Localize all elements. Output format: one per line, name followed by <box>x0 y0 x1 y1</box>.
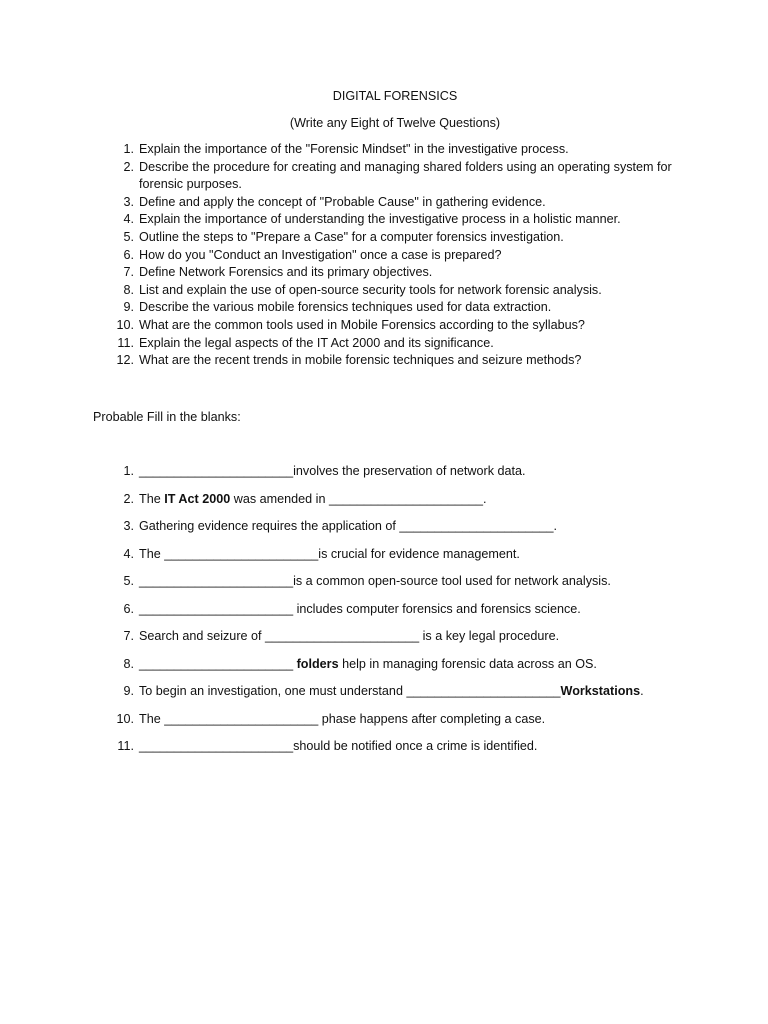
question-number: 12. <box>116 353 134 368</box>
fill-blank-item <box>0 463 699 491</box>
fill-blank-number: 3. <box>123 519 134 533</box>
fill-blank-item <box>0 601 699 629</box>
fill-blank-text-post: help in managing forensic data across an OS. <box>338 656 597 671</box>
fill-blank-number: 8. <box>123 656 134 671</box>
fill-blank-text: To begin an investigation, one must understand ______________________ <box>139 684 561 698</box>
question-item <box>0 264 679 282</box>
fill-blank-text: ______________________ <box>139 656 297 671</box>
question-text: List and explain the use of open-source security tools for network forensic analysis. <box>139 282 602 297</box>
fill-blanks-list <box>0 463 699 766</box>
fill-blank-text: ______________________involves the preservation of network data. <box>139 464 526 478</box>
fill-blank-text: ______________________should be notified once a crime is identified. <box>139 739 538 753</box>
fill-blank-text: was amended in ______________________. <box>230 491 487 506</box>
question-item <box>0 282 679 300</box>
question-text: How do you "Conduct an Investigation" once a case is prepared? <box>139 247 502 262</box>
question-number: 6. <box>123 247 134 262</box>
question-text: Define Network Forensics and its primary objectives. <box>139 265 433 280</box>
fill-blank-item <box>0 683 699 711</box>
question-text: Define and apply the concept of "Probable Cause" in gathering evidence. <box>139 194 546 209</box>
question-text: What are the recent trends in mobile forensic techniques and seizure methods? <box>139 353 582 368</box>
fill-blank-number: 6. <box>123 601 134 616</box>
fill-blank-text: ______________________ includes computer forensics and forensics science. <box>139 601 581 616</box>
question-item <box>0 299 679 317</box>
question-number: 3. <box>123 194 134 209</box>
fill-blank-item <box>0 656 699 684</box>
fill-blank-bold-term: folders <box>296 656 339 671</box>
fill-blank-number: 9. <box>123 684 134 698</box>
question-text: Describe the procedure for creating and managing shared folders using an operating system for forensic purposes. <box>139 159 672 192</box>
fill-blank-item <box>0 573 699 601</box>
question-number: 4. <box>123 212 134 227</box>
fill-blank-text: Search and seizure of ______________________ is a key legal procedure. <box>139 629 560 643</box>
fill-blank-text: ______________________is a common open-source tool used for network analysis. <box>139 574 611 588</box>
fill-blank-item <box>0 546 699 574</box>
question-item <box>0 247 679 265</box>
question-text: What are the common tools used in Mobile Forensics according to the syllabus? <box>139 317 585 332</box>
question-text: Outline the steps to "Prepare a Case" for a computer forensics investigation. <box>139 229 564 244</box>
fill-blank-text: Gathering evidence requires the application of ______________________. <box>139 519 558 533</box>
document-title: DIGITAL FORENSICS <box>332 89 458 103</box>
fill-blank-text-pre: The <box>139 491 165 506</box>
fill-blank-item <box>0 711 699 739</box>
fill-blanks-heading: Probable Fill in the blanks: <box>93 410 241 424</box>
question-item <box>0 317 679 335</box>
question-number: 11. <box>117 335 134 350</box>
question-item <box>0 335 679 353</box>
fill-blank-number: 1. <box>123 464 134 478</box>
question-text: Explain the importance of the "Forensic Mindset" in the investigative process. <box>139 142 569 156</box>
question-number: 10. <box>116 317 134 332</box>
question-text: Explain the legal aspects of the IT Act 2000 and its significance. <box>139 335 494 350</box>
fill-blank-number: 11. <box>117 739 134 753</box>
fill-blank-bold-term: IT Act 2000 <box>164 491 231 506</box>
fill-blank-number: 2. <box>123 491 134 506</box>
question-number: 1. <box>123 142 134 156</box>
question-text: Explain the importance of understanding the investigative process in a holistic manner. <box>139 212 621 227</box>
question-item <box>0 141 679 159</box>
question-number: 5. <box>123 229 134 244</box>
question-item <box>0 211 679 229</box>
fill-blank-item <box>0 628 699 656</box>
document-instruction: (Write any Eight of Twelve Questions) <box>289 116 501 130</box>
question-list <box>0 141 679 370</box>
fill-blank-item <box>0 518 699 546</box>
fill-blank-item <box>0 738 699 766</box>
question-number: 8. <box>123 282 134 297</box>
question-number: 7. <box>123 265 134 280</box>
fill-blank-number: 5. <box>123 574 134 588</box>
fill-blank-text-post: . <box>640 684 644 698</box>
question-text: Describe the various mobile forensics techniques used for data extraction. <box>139 300 552 315</box>
fill-blank-number: 10. <box>116 711 134 726</box>
fill-blank-text: The ______________________ phase happens after completing a case. <box>139 711 546 726</box>
question-number: 2. <box>123 159 134 174</box>
fill-blank-number: 4. <box>123 546 134 561</box>
question-item <box>0 229 679 247</box>
question-number: 9. <box>123 300 134 315</box>
fill-blank-number: 7. <box>123 629 134 643</box>
fill-blank-item <box>0 491 699 519</box>
question-item <box>0 159 679 194</box>
fill-blank-bold-term: Workstations <box>560 684 641 698</box>
question-item <box>0 352 679 370</box>
question-item <box>0 194 679 212</box>
fill-blank-text: The ______________________is crucial for evidence management. <box>139 546 520 561</box>
